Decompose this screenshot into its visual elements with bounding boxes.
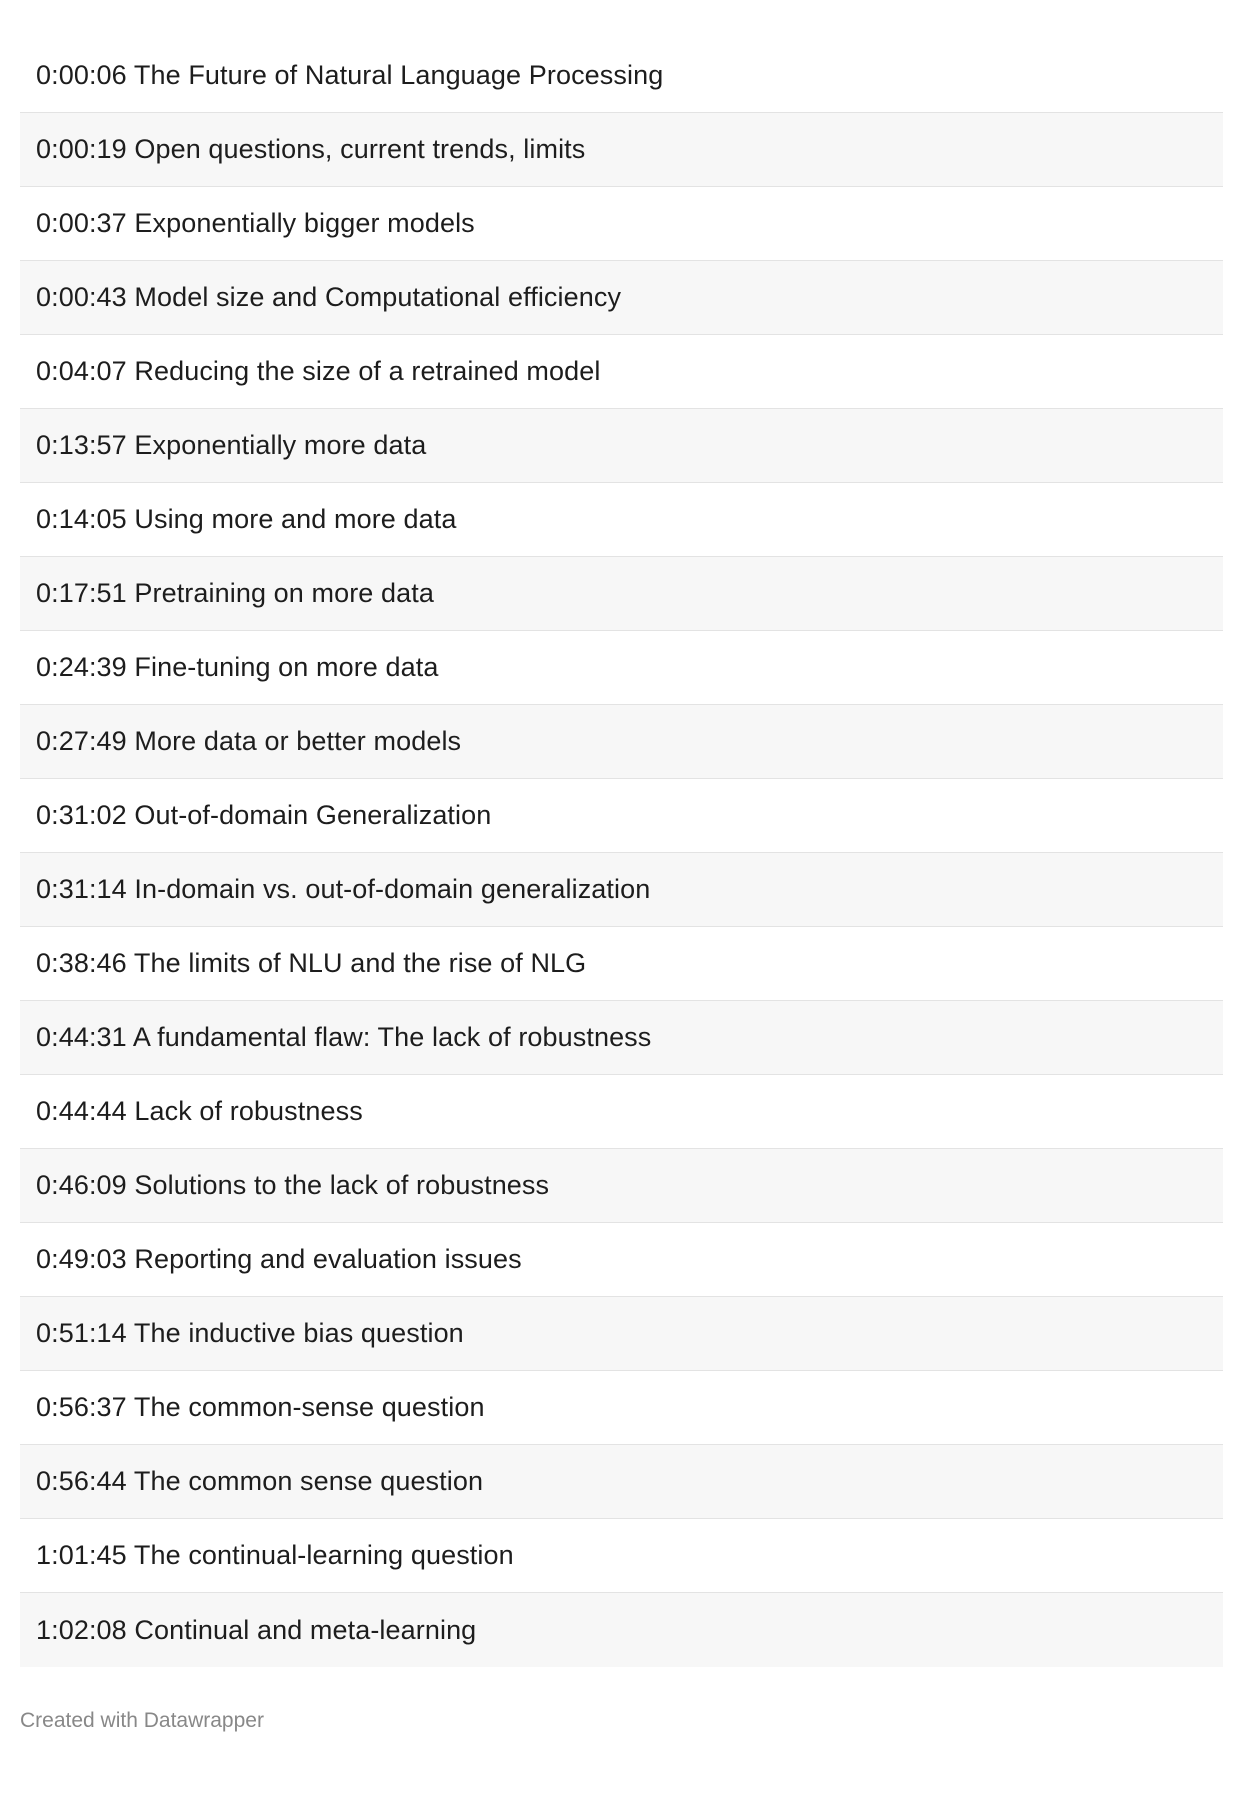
table-row: 1:02:08 Continual and meta-learning — [20, 1593, 1223, 1667]
table-row: 0:56:37 The common-sense question — [20, 1371, 1223, 1445]
table-row: 0:13:57 Exponentially more data — [20, 409, 1223, 483]
table-row: 0:46:09 Solutions to the lack of robustness — [20, 1149, 1223, 1223]
table-row: 0:00:37 Exponentially bigger models — [20, 187, 1223, 261]
table-row: 0:00:43 Model size and Computational efficiency — [20, 261, 1223, 335]
table-row: 0:27:49 More data or better models — [20, 705, 1223, 779]
datawrapper-credit[interactable]: Created with Datawrapper — [20, 1709, 264, 1732]
table-row: 0:24:39 Fine-tuning on more data — [20, 631, 1223, 705]
table-row: 0:38:46 The limits of NLU and the rise of NLG — [20, 927, 1223, 1001]
table-row: 0:04:07 Reducing the size of a retrained model — [20, 335, 1223, 409]
table-row: 0:56:44 The common sense question — [20, 1445, 1223, 1519]
chapter-table — [20, 39, 1223, 1667]
table-row: 0:31:14 In-domain vs. out-of-domain generalization — [20, 853, 1223, 927]
table-row: 0:44:31 A fundamental flaw: The lack of robustness — [20, 1001, 1223, 1075]
table-row: 0:14:05 Using more and more data — [20, 483, 1223, 557]
table-row: 0:44:44 Lack of robustness — [20, 1075, 1223, 1149]
table-row: 0:17:51 Pretraining on more data — [20, 557, 1223, 631]
table-row: 0:31:02 Out-of-domain Generalization — [20, 779, 1223, 853]
table-row: 1:01:45 The continual-learning question — [20, 1519, 1223, 1593]
table-row: 0:00:19 Open questions, current trends, limits — [20, 113, 1223, 187]
table-row: 0:49:03 Reporting and evaluation issues — [20, 1223, 1223, 1297]
table-row: 0:51:14 The inductive bias question — [20, 1297, 1223, 1371]
table-row: 0:00:06 The Future of Natural Language Processing — [20, 39, 1223, 113]
